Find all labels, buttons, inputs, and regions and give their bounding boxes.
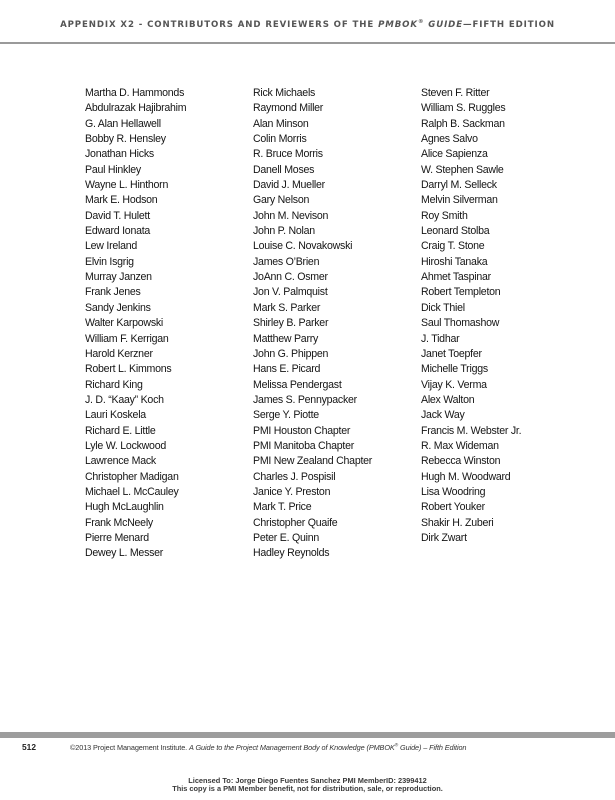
contributor-name: Serge Y. Piotte — [253, 409, 319, 422]
contributor-name: Robert Templeton — [421, 286, 501, 299]
contributor-name: Richard E. Little — [85, 424, 156, 437]
contributor-name: Frank Jenes — [85, 286, 141, 299]
contributor-name: Michelle Triggs — [421, 363, 488, 376]
contributor-name: Martha D. Hammonds — [85, 87, 185, 99]
contributor-name: Janice Y. Preston — [253, 485, 331, 498]
footer-registered-mark: ® — [394, 743, 399, 749]
contributor-name: PMI Manitoba Chapter — [253, 439, 354, 452]
contributor-name: Edward Ionata — [85, 225, 151, 238]
contributor-name: Mark E. Hodson — [85, 194, 158, 207]
contributor-name: Abdulrazak Hajibrahim — [85, 102, 187, 115]
contributor-name: Robert L. Kimmons — [85, 363, 172, 376]
contributor-name: PMI Houston Chapter — [253, 424, 351, 437]
contributor-name: Christopher Madigan — [85, 470, 179, 483]
contributor-name: James O’Brien — [253, 255, 320, 268]
contributor-name: Bobby R. Hensley — [85, 133, 166, 146]
contributor-name: Saul Thomashow — [421, 317, 500, 330]
contributor-name: John G. Phippen — [253, 347, 329, 360]
footer-title-part1: A Guide to the Project Management Body of Knowledge (PMBOK — [189, 743, 395, 752]
contributor-name: Mark T. Price — [253, 501, 312, 514]
contributor-name: Shakir H. Zuberi — [421, 516, 494, 529]
contributor-name: Shirley B. Parker — [253, 317, 329, 330]
footer-title-part2: Guide) – Fifth Edition — [398, 743, 467, 752]
contributor-name: Elvin Isgrig — [85, 255, 134, 268]
contributor-name: R. Max Wideman — [421, 439, 499, 452]
contributor-name: Walter Karpowski — [85, 317, 164, 330]
footer-rule — [0, 732, 615, 738]
contributor-name: Jack Way — [421, 409, 465, 422]
contributor-name: Ralph B. Sackman — [421, 117, 505, 130]
contributor-name: Lauri Koskela — [85, 409, 146, 422]
contributor-name: Alex Walton — [421, 393, 475, 406]
contributor-name: Pierre Menard — [85, 531, 149, 544]
contributor-name: James S. Pennypacker — [253, 393, 357, 406]
contributor-name: Hiroshi Tanaka — [421, 255, 488, 268]
contributor-name: Leonard Stolba — [421, 225, 490, 238]
contributor-name: Harold Kerzner — [85, 347, 153, 360]
contributor-name: Lisa Woodring — [421, 485, 486, 498]
names-column-3 — [421, 86, 521, 546]
contributor-name: Hugh M. Woodward — [421, 470, 511, 483]
contributor-name: Rebecca Winston — [421, 455, 501, 468]
license-line-1: Licensed To: Jorge Diego Fuentes Sanchez PMI MemberID: 2399412 — [188, 776, 427, 785]
contributor-name: Hans E. Picard — [253, 363, 321, 376]
license-notice — [0, 777, 615, 793]
contributor-name: G. Alan Hellawell — [85, 117, 161, 130]
contributor-name: Michael L. McCauley — [85, 485, 179, 498]
contributor-name: William F. Kerrigan — [85, 332, 169, 345]
contributor-name: David T. Hulett — [85, 209, 150, 222]
contributor-name: Christopher Quaife — [253, 516, 338, 529]
contributor-name: Janet Toepfer — [421, 347, 482, 360]
contributor-name: Dewey L. Messer — [85, 547, 164, 560]
contributor-name: Charles J. Pospisil — [253, 470, 336, 483]
contributor-name: Rick Michaels — [253, 87, 316, 99]
contributor-name: Jonathan Hicks — [85, 148, 154, 161]
footer-copyright: ©2013 Project Management Institute. — [70, 743, 190, 752]
running-header — [0, 20, 615, 30]
page-number: 512 — [22, 742, 36, 752]
contributor-name: Alan Minson — [253, 117, 309, 130]
contributor-name: Francis M. Webster Jr. — [421, 424, 522, 437]
contributor-name: Vijay K. Verma — [421, 378, 487, 391]
contributor-name: Robert Youker — [421, 501, 485, 514]
contributor-name: Dick Thiel — [421, 301, 465, 314]
contributor-name: Louise C. Novakowski — [253, 240, 353, 253]
header-registered-mark: ® — [417, 19, 425, 26]
contributor-name: Lawrence Mack — [85, 455, 156, 468]
contributor-name: Dirk Zwart — [421, 531, 467, 544]
header-prefix: APPENDIX X2 - CONTRIBUTORS AND REVIEWERS OF THE — [60, 20, 379, 30]
contributor-name: Lyle W. Lockwood — [85, 439, 166, 452]
contributor-name: Alice Sapienza — [421, 148, 488, 161]
contributor-name: Richard King — [85, 378, 143, 391]
contributor-name: PMI New Zealand Chapter — [253, 455, 373, 468]
contributor-name: Mark S. Parker — [253, 301, 321, 314]
contributor-name: Murray Janzen — [85, 271, 152, 284]
contributor-name: Gary Nelson — [253, 194, 310, 207]
header-guide: GUIDE — [424, 20, 463, 30]
contributor-name: Peter E. Quinn — [253, 531, 319, 544]
contributor-name: Hugh McLaughlin — [85, 501, 164, 514]
contributor-name: JoAnn C. Osmer — [253, 271, 328, 284]
contributor-name: Paul Hinkley — [85, 163, 141, 176]
contributor-name: Frank McNeely — [85, 516, 153, 529]
contributor-name: David J. Mueller — [253, 179, 325, 192]
contributor-name: William S. Ruggles — [421, 102, 506, 115]
contributor-name: Steven F. Ritter — [421, 87, 490, 99]
contributor-name: Hadley Reynolds — [253, 547, 330, 560]
contributor-name: Ahmet Taspinar — [421, 271, 491, 284]
contributor-name: Roy Smith — [421, 209, 468, 222]
contributor-name: John M. Nevison — [253, 209, 329, 222]
contributor-name: Craig T. Stone — [421, 240, 485, 253]
header-suffix: —FIFTH EDITION — [462, 20, 555, 30]
contributor-name: Jon V. Palmquist — [253, 286, 328, 299]
contributor-name: Sandy Jenkins — [85, 301, 151, 314]
contributor-name: Agnes Salvo — [421, 133, 478, 146]
contributor-name: J. D. “Kaay” Koch — [85, 393, 164, 406]
footer-citation — [70, 743, 466, 752]
contributor-name: Matthew Parry — [253, 332, 319, 345]
header-rule — [0, 42, 615, 44]
contributor-name: Raymond Miller — [253, 102, 324, 115]
names-column-1 — [85, 86, 186, 562]
contributor-name: Colin Morris — [253, 133, 307, 146]
contributor-name: R. Bruce Morris — [253, 148, 323, 161]
contributor-name: Melvin Silverman — [421, 194, 498, 207]
contributor-name: Danell Moses — [253, 163, 315, 176]
contributor-name: Lew Ireland — [85, 240, 138, 253]
license-line-2: This copy is a PMI Member benefit, not for distribution, sale, or reproduction. — [172, 784, 443, 794]
contributor-name: Darryl M. Selleck — [421, 179, 497, 192]
names-column-2 — [253, 86, 372, 562]
contributor-name: W. Stephen Sawle — [421, 163, 504, 176]
contributor-name: John P. Nolan — [253, 225, 315, 238]
contributor-name: Melissa Pendergast — [253, 378, 342, 391]
contributor-name: Wayne L. Hinthorn — [85, 179, 169, 192]
contributor-name: J. Tidhar — [421, 332, 460, 345]
header-pmbok: PMBOK — [378, 20, 418, 30]
